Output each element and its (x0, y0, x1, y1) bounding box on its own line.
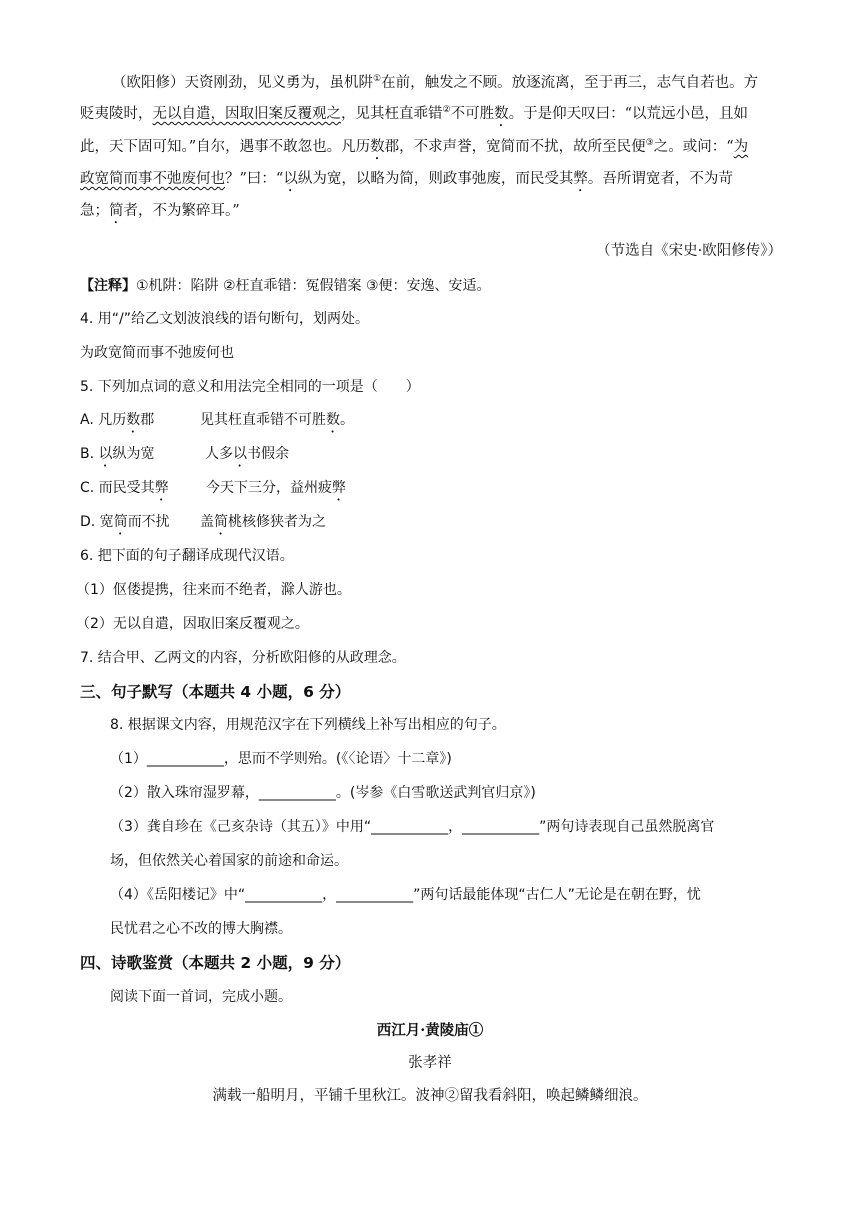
option-a-compare: 见其枉直乖错不可胜数。 (200, 412, 354, 428)
option-c: C. 而民受其弊 (80, 480, 169, 496)
poem-author: 张孝祥 (408, 1055, 452, 1071)
option-c-compare: 今天下三分，益州疲弊 (206, 480, 346, 496)
question-7-stem: 7. 结合甲、乙两文的内容，分析欧阳修的从政理念。 (80, 650, 406, 666)
notes: 【注释】①机阱：陷阱 ②枉直乖错：冤假错案 ③便：安逸、安适。 (80, 278, 491, 294)
option-d: D. 宽简而不扰 (80, 514, 170, 530)
poem-line-1: 满载一船明月，平铺千里秋江。波神②留我看斜阳，唤起鳞鳞细浪。 (212, 1088, 648, 1104)
passage-line-4: 政宽简而事不弛废何也？”曰：“以纵为宽，以略为简，则政事弛废，而民受其弊。吾所谓宽者，不为苛 (80, 171, 733, 187)
question-6-sentence-1: （1）伛偻提携，往来而不绝者，滁人游也。 (76, 582, 351, 598)
dictation-4b: 民忧君之心不改的博大胸襟。 (110, 921, 292, 937)
question-8-stem: 8. 根据课文内容，用规范汉字在下列横线上补写出相应的句子。 (110, 717, 506, 733)
section-3-title: 三、句子默写（本题共 4 小题，6 分） (80, 683, 351, 701)
wavy-underlined-sentence: 无以自遣，因取旧案反覆观之 (152, 106, 341, 122)
passage-line-5: 急；简者，不为繁碎耳。” (80, 203, 240, 219)
option-b: B. 以纵为宽 (80, 446, 155, 462)
question-5-stem: 5. 下列加点词的意义和用法完全相同的一项是（ ） (80, 379, 420, 395)
dictation-4a: （4）《岳阳楼记》中“___________，___________”两句话最能体现“古仁人”无论是在朝在野，忧 (110, 887, 701, 903)
option-b-compare: 人多以书假余 (205, 446, 289, 462)
wavy-underlined-question: 政宽简而事不弛废何也 (80, 171, 225, 187)
poem-title: 西江月·黄陵庙① (376, 1022, 484, 1039)
passage-line-1: （欧阳修）天资刚劲，见义勇为，虽机阱①在前，触发之不顾。放逐流离，至于再三，志气自若也。方 (112, 74, 759, 91)
dictation-2: （2）散入珠帘湿罗幕，___________。(岑参《白雪歌送武判官归京》) (110, 785, 536, 801)
passage-line-2: 贬夷陵时，无以自遣，因取旧案反覆观之，见其枉直乖错②不可胜数。于是仰天叹曰：“以荒远小邑，且如 (80, 105, 748, 122)
dictation-3b: 场，但依然关心着国家的前途和命运。 (110, 853, 348, 869)
passage-source: （节选自《宋史·欧阳修传》） (596, 243, 782, 259)
option-a: A. 凡历数郡 (80, 412, 155, 428)
dictation-1: （1）___________，思而不学则殆。(《〈论语〉十二章》) (110, 751, 452, 767)
question-4-stem: 4. 用“/”给乙文划波浪线的语句断句，划两处。 (80, 311, 370, 327)
question-6-stem: 6. 把下面的句子翻译成现代汉语。 (80, 548, 294, 564)
question-6-sentence-2: （2）无以自遣，因取旧案反覆观之。 (76, 616, 309, 632)
question-4-sentence: 为政宽简而事不弛废何也 (80, 345, 234, 361)
section-4-title: 四、诗歌鉴赏（本题共 2 小题，9 分） (80, 954, 351, 972)
passage-line-3: 此，天下固可知。”自尔，遇事不敢忽也。凡历数郡，不求声誉，宽简而不扰，故所至民便③之。或问：“为 (80, 138, 749, 155)
section-4-intro: 阅读下面一首词，完成小题。 (110, 989, 292, 1005)
dictation-3a: （3）龚自珍在《己亥杂诗（其五）》中用“___________，___________”两句诗表现自己虽然脱离官 (110, 819, 715, 835)
option-d-compare: 盖简桃核修狭者为之 (200, 514, 326, 530)
